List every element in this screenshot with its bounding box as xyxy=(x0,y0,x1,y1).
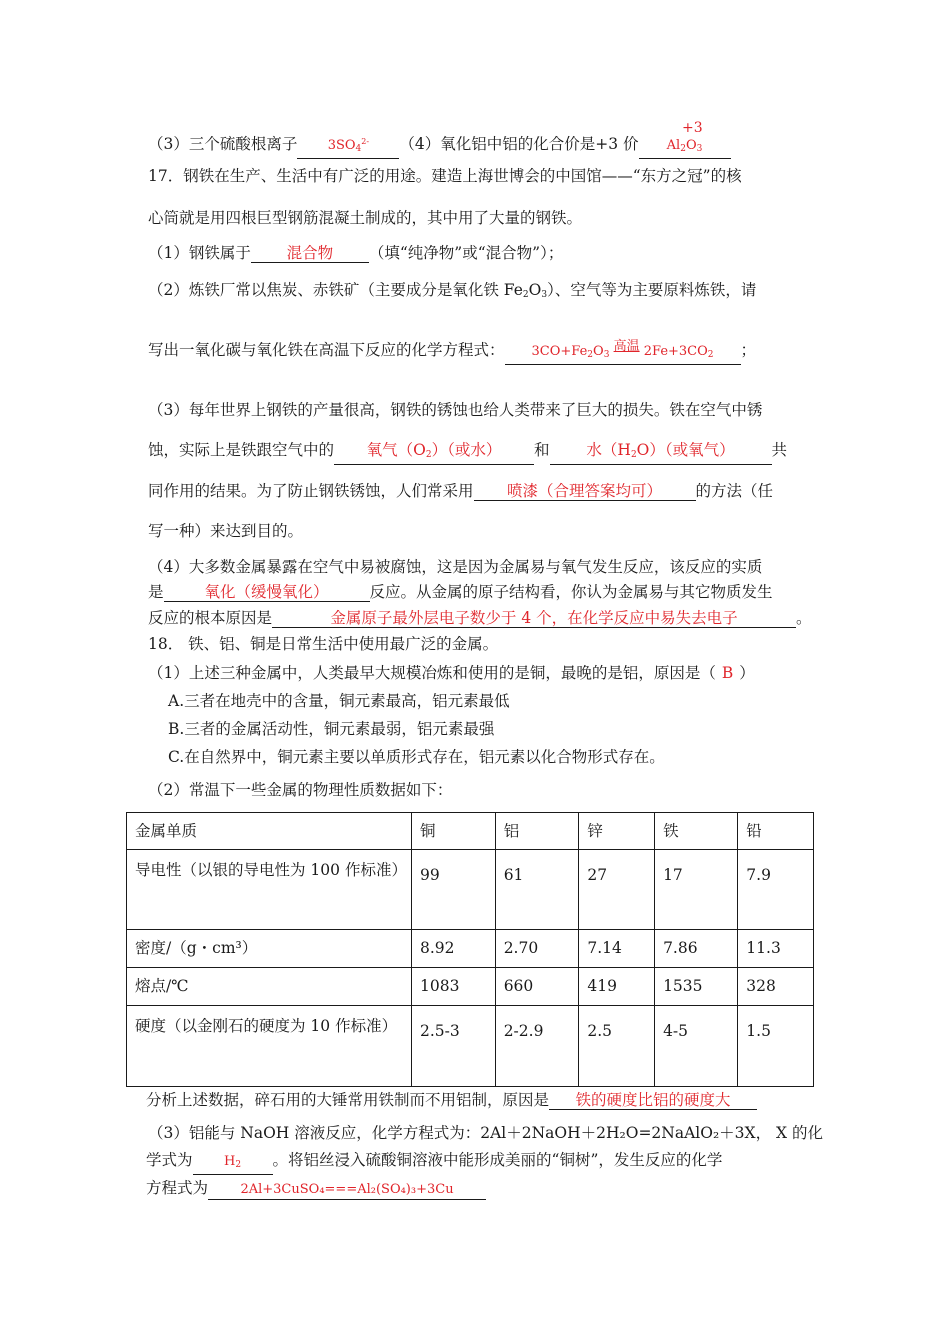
q17-part1 xyxy=(148,243,563,263)
q18-analysis-blank[interactable] xyxy=(549,1091,757,1110)
q17-part2-blank[interactable] xyxy=(505,341,741,365)
table-cell: 7.14 xyxy=(579,930,655,968)
q17-part3-line3: 同作用的结果。为了防止钢铁锈蚀，人们常采用 喷漆（合理答案均可） 的方法（任 xyxy=(148,482,774,500)
metal-properties-table xyxy=(126,812,814,1087)
table-cell: 1083 xyxy=(412,968,496,1006)
q18-part3-line1: （3）铝能与 NaOH 溶液反应，化学方程式为：2Al＋2NaOH＋2H₂O=2NaAlO₂＋3X， X 的化 xyxy=(148,1124,823,1142)
q17-stem-line1: 17．钢铁在生产、生活中有广泛的用途。建造上海世博会的中国馆——“东方之冠”的核 xyxy=(148,167,742,185)
q18-part2: （2）常温下一些金属的物理性质数据如下： xyxy=(148,781,453,799)
q17-part3-blank1[interactable] xyxy=(334,441,534,465)
table-cell: 17 xyxy=(655,850,738,930)
table-cell: 导电性（以银的导电性为 100 作标准） xyxy=(127,850,412,930)
q18-part1-answer: B xyxy=(721,664,734,682)
table-row xyxy=(127,968,814,1006)
q16-part3-blank[interactable] xyxy=(297,133,399,159)
q17-part1-prefix: （1）钢铁属于 xyxy=(148,244,251,262)
q16-part4-blank[interactable] xyxy=(639,135,731,159)
q18-part3-answer2: 2Al+3CuSO₄===Al₂(SO₄)₃+3Cu xyxy=(240,1182,454,1197)
q17-part2-suffix: ； xyxy=(740,341,757,359)
table-header-cell: 金属单质 xyxy=(127,813,412,850)
q18-part3-line3: 方程式为 2Al+3CuSO₄===Al₂(SO₄)₃+3Cu xyxy=(146,1178,486,1200)
table-cell: 2.5-3 xyxy=(412,1006,496,1087)
q18-part3-line2: 学式为 $H_2$ 。将铝丝浸入硫酸铜溶液中能形成美丽的“铜树”，发生反应的化学 xyxy=(146,1150,722,1175)
q16-line xyxy=(148,133,731,159)
q17-part2-line2 xyxy=(148,340,756,365)
table-cell: 8.92 xyxy=(412,930,496,968)
table-cell: 熔点/℃ xyxy=(127,968,412,1006)
table-cell: 328 xyxy=(738,968,814,1006)
q17-part4-blank1[interactable] xyxy=(164,583,370,602)
q18-part3-answer1: $H_2$ xyxy=(223,1154,242,1170)
table-header-cell: 铜 xyxy=(412,813,496,850)
table-row xyxy=(127,930,814,968)
table-cell: 11.3 xyxy=(738,930,814,968)
table-cell: 2-2.9 xyxy=(495,1006,579,1087)
table-cell: 99 xyxy=(412,850,496,930)
q17-part2-prefix: 写出一氧化碳与氧化铁在高温下反应的化学方程式： xyxy=(148,341,505,359)
q16-valence-mark: +3 xyxy=(682,120,703,136)
q17-part4-answer1: 氧化（缓慢氧化） xyxy=(204,583,329,601)
table-row xyxy=(127,850,814,930)
q17-part1-answer: 混合物 xyxy=(286,244,334,262)
q17-part4-line2: 是 氧化（缓慢氧化） 反应。从金属的原子结构看，你认为金属易与其它物质发生 xyxy=(148,583,773,601)
q17-part3-line2: 蚀，实际上是铁跟空气中的 氧气$(O_2)$（或水） 和 水$(H_2O)$（或氧气） 共 xyxy=(148,440,787,465)
q18-analysis-answer: 铁的硬度比铝的硬度大 xyxy=(575,1091,731,1109)
q18-analysis: 分析上述数据，碎石用的大锤常用铁制而不用铝制，原因是 铁的硬度比铝的硬度大 xyxy=(146,1090,757,1110)
table-cell: 密度/（g・cm³） xyxy=(127,930,412,968)
q16-part3-label: （3）三个硫酸根离子 xyxy=(148,135,298,153)
table-header-cell: 铁 xyxy=(655,813,738,850)
q17-part2-equation: $3CO+Fe_2O_3$ 高温 $2Fe+3CO_2$ xyxy=(531,339,714,360)
q18-part3-blank1[interactable] xyxy=(193,1151,273,1175)
table-cell: 2.70 xyxy=(495,930,579,968)
table-cell: 419 xyxy=(579,968,655,1006)
q17-part3-line1: （3）每年世界上钢铁的产量很高，钢铁的锈蚀也给人类带来了巨大的损失。铁在空气中锈 xyxy=(148,401,763,419)
q17-part3-line4: 写一种）来达到目的。 xyxy=(148,522,304,540)
q17-stem-line2: 心筒就是用四根巨型钢筋混凝土制成的，其中用了大量的钢铁。 xyxy=(148,209,583,227)
table-cell: 4-5 xyxy=(655,1006,738,1087)
q17-part2-line1: （2）炼铁厂常以焦炭、赤铁矿（主要成分是氧化铁 $Fe_2O_3$）、空气等为主要原料炼铁，请 xyxy=(148,281,757,300)
q17-part3-answer3: 喷漆（合理答案均可） xyxy=(507,482,663,500)
q18-stem: 18． 铁、铝、铜是日常生活中使用最广泛的金属。 xyxy=(148,635,499,653)
q18-option-c: C.在自然界中，铜元素主要以单质形式存在，铝元素以化合物形式存在。 xyxy=(168,748,665,766)
q18-part3-blank2[interactable] xyxy=(208,1179,486,1200)
q17-part1-blank[interactable] xyxy=(251,244,369,263)
table-cell: 1535 xyxy=(655,968,738,1006)
table-cell: 27 xyxy=(579,850,655,930)
q17-part1-suffix: （填“纯净物”或“混合物”）； xyxy=(368,244,564,262)
table-cell: 2.5 xyxy=(579,1006,655,1087)
q16-part4-label: （4）氧化铝中铝的化合价是+3 价 xyxy=(399,135,639,153)
table-cell: 7.9 xyxy=(738,850,814,930)
table-header-cell: 锌 xyxy=(579,813,655,850)
table-header-cell: 铅 xyxy=(738,813,814,850)
q18-part1: （1）上述三种金属中，人类最早大规模冶炼和使用的是铜，最晚的是铝，原因是（ B ） xyxy=(148,664,755,682)
q17-part3-answer2: 水$(H_2O)$（或氧气） xyxy=(586,441,735,460)
q17-part4-line1: （4）大多数金属暴露在空气中易被腐蚀，这是因为金属易与氧气发生反应，该反应的实质 xyxy=(148,558,763,576)
table-cell: 1.5 xyxy=(738,1006,814,1087)
q17-part4-line3: 反应的根本原因是 金属原子最外层电子数少于 4 个，在化学反应中易失去电子 。 xyxy=(148,609,812,627)
q18-option-b: B.三者的金属活动性，铜元素最弱，铝元素最强 xyxy=(168,720,495,738)
q17-part3-answer1: 氧气$(O_2)$（或水） xyxy=(366,441,502,460)
table-row xyxy=(127,1006,814,1087)
q17-part4-answer2: 金属原子最外层电子数少于 4 个，在化学反应中易失去电子 xyxy=(330,609,738,627)
q17-part4-blank2[interactable] xyxy=(272,609,796,628)
table-header-cell: 铝 xyxy=(495,813,579,850)
q16-part3-answer: $3SO_4^{2-}$ xyxy=(327,137,370,154)
q17-part3-blank3[interactable] xyxy=(474,482,696,501)
table-cell: 7.86 xyxy=(655,930,738,968)
q17-part2-condition: 高温 xyxy=(613,339,640,354)
q16-part4-answer: $Al_2O_3$ xyxy=(666,138,703,154)
table-header-row xyxy=(127,813,814,850)
table-cell: 660 xyxy=(495,968,579,1006)
table-cell: 61 xyxy=(495,850,579,930)
table-cell: 硬度（以金刚石的硬度为 10 作标准） xyxy=(127,1006,412,1087)
q18-option-a: A.三者在地壳中的含量，铜元素最高，铝元素最低 xyxy=(168,692,510,710)
q17-part3-blank2[interactable] xyxy=(550,441,772,465)
